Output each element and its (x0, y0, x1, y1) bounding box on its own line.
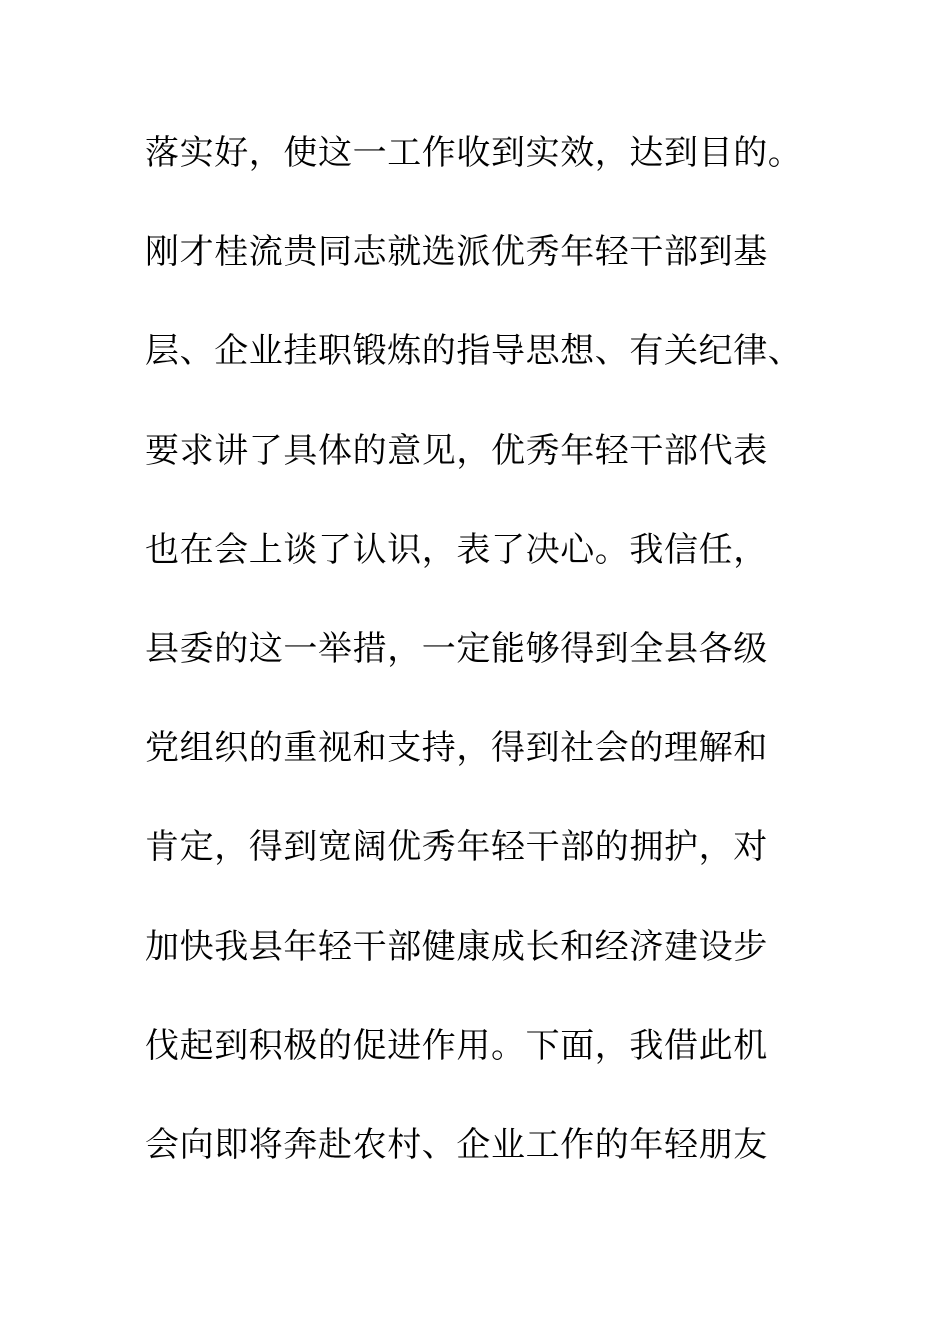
text-line: 加快我县年轻干部健康成长和经济建设步 (145, 926, 768, 967)
text-line: 要求讲了具体的意见，优秀年轻干部代表 (145, 430, 768, 471)
body-text (145, 128, 865, 1219)
text-line: 会向即将奔赴农村、企业工作的年轻朋友 (145, 1124, 768, 1165)
text-line: 层、企业挂职锻炼的指导思想、有关纪律、 (145, 331, 803, 372)
text-line: 落实好，使这一工作收到实效，达到目的。 (145, 133, 803, 173)
text-line: 伐起到积极的促进作用。下面，我借此机 (145, 1025, 768, 1066)
text-line: 肯定，得到宽阔优秀年轻干部的拥护，对 (145, 827, 768, 868)
text-line: 党组织的重视和支持，得到社会的理解和 (145, 728, 768, 769)
text-line: 县委的这一举措，一定能够得到全县各级 (145, 628, 768, 669)
text-line: 也在会上谈了认识，表了决心。我信任， (145, 529, 768, 570)
text-line: 刚才桂流贵同志就选派优秀年轻干部到基 (145, 232, 768, 273)
